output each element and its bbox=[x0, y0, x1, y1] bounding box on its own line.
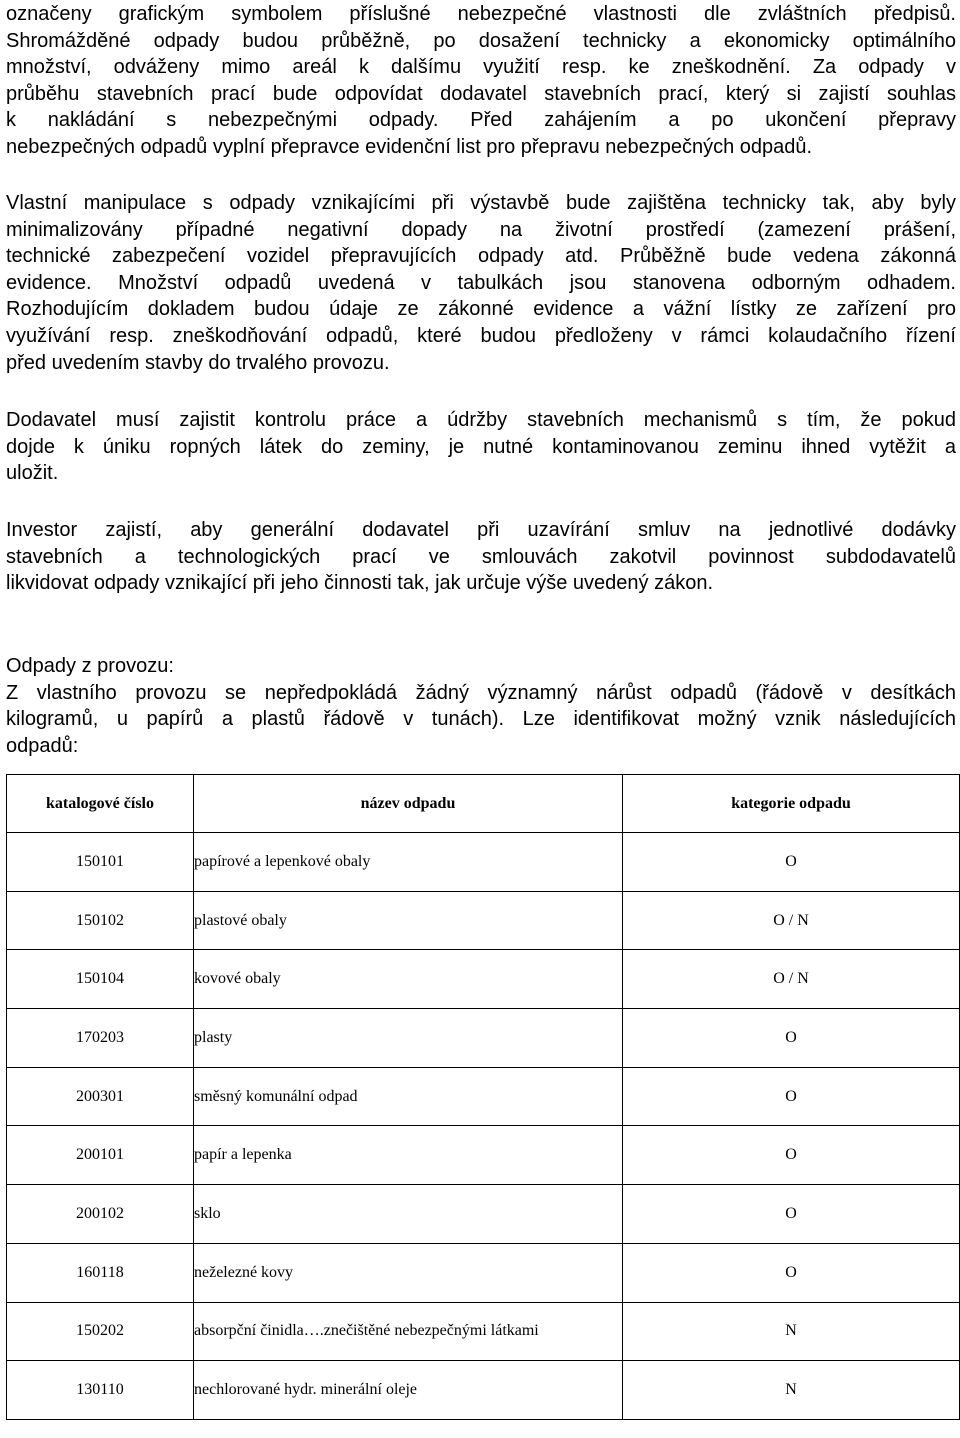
catalog-number-cell: 200101 bbox=[7, 1126, 194, 1185]
text-line: nebezpečných odpadů vyplní přepravce evidenční list pro přepravu nebezpečných odpadů. bbox=[6, 135, 813, 158]
catalog-number-cell: 170203 bbox=[7, 1009, 194, 1068]
text-line: Investor zajistí, aby generální dodavatel při uzavírání smluv na jednotlivé dodávky bbox=[6, 519, 956, 541]
text-line: k nakládání s nebezpečnými odpady. Před zahájením a po ukončení přepravy bbox=[6, 109, 956, 132]
waste-name-cell: plastové obaly bbox=[194, 891, 623, 950]
waste-name-cell: nechlorované hydr. minerální oleje bbox=[194, 1361, 623, 1420]
waste-category-cell: O / N bbox=[623, 950, 960, 1009]
text-line: před uvedením stavby do trvalého provozu. bbox=[6, 351, 390, 374]
text-line: dojde k úniku ropných látek do zeminy, je nutné kontaminovanou zeminu ihned vytěžit a bbox=[6, 435, 956, 458]
header-waste-category: kategorie odpadu bbox=[623, 775, 960, 833]
waste-name-cell: absorpční činidla….znečištěné nebezpečnými látkami bbox=[194, 1302, 623, 1361]
catalog-number-cell: 200102 bbox=[7, 1185, 194, 1244]
text-line: stavebních a technologických prací ve smlouvách zakotvil povinnost subdodavatelů bbox=[6, 545, 956, 568]
waste-category-cell: N bbox=[623, 1302, 960, 1361]
waste-name-cell: neželezné kovy bbox=[194, 1243, 623, 1302]
section-heading: Odpady z provozu: bbox=[6, 655, 174, 677]
paragraph-operation-waste bbox=[6, 653, 956, 759]
header-catalog-number: katalogové číslo bbox=[7, 775, 194, 833]
text-line: Vlastní manipulace s odpady vznikajícími při výstavbě bude zajištěna technicky tak, aby byly bbox=[6, 192, 956, 214]
paragraph-contractor-control bbox=[6, 407, 956, 487]
waste-name-cell: kovové obaly bbox=[194, 950, 623, 1009]
table-row bbox=[7, 1243, 960, 1302]
table-row bbox=[7, 891, 960, 950]
catalog-number-cell: 150104 bbox=[7, 950, 194, 1009]
text-line: minimalizovány případné negativní dopady na životní prostředí (zamezení prášení, bbox=[6, 218, 956, 241]
table-row bbox=[7, 1185, 960, 1244]
table-row bbox=[7, 1302, 960, 1361]
text-line: kilogramů, u papírů a plastů řádově v tunách). Lze identifikovat možný vznik následujících bbox=[6, 708, 956, 731]
waste-name-cell: papír a lepenka bbox=[194, 1126, 623, 1185]
catalog-number-cell: 150101 bbox=[7, 833, 194, 892]
text-line: Shromážděné odpady budou průběžně, po dosažení technicky a ekonomicky optimálního bbox=[6, 29, 956, 52]
waste-category-cell: O bbox=[623, 1067, 960, 1126]
text-line: množství, odváženy mimo areál k dalšímu využití resp. ke zneškodnění. Za odpady v bbox=[6, 56, 956, 79]
catalog-number-cell: 150202 bbox=[7, 1302, 194, 1361]
catalog-number-cell: 150102 bbox=[7, 891, 194, 950]
text-line: Dodavatel musí zajistit kontrolu práce a údržby stavebních mechanismů s tím, že pokud bbox=[6, 409, 956, 431]
text-line: využívání resp. zneškodňování odpadů, které budou předloženy v rámci kolaudačního řízení bbox=[6, 324, 956, 347]
waste-category-cell: N bbox=[623, 1361, 960, 1420]
catalog-number-cell: 130110 bbox=[7, 1361, 194, 1420]
text-line: označeny grafickým symbolem příslušné nebezpečné vlastnosti dle zvláštních předpisů. bbox=[6, 3, 956, 25]
waste-category-cell: O bbox=[623, 1243, 960, 1302]
waste-name-cell: plasty bbox=[194, 1009, 623, 1068]
text-line: evidence. Množství odpadů uvedená v tabulkách jsou stanovena odborným odhadem. bbox=[6, 271, 956, 294]
text-line: Z vlastního provozu se nepředpokládá žádný významný nárůst odpadů (řádově v desítkách bbox=[6, 681, 956, 704]
table-row bbox=[7, 833, 960, 892]
paragraph-hazardous-waste bbox=[6, 1, 956, 161]
text-line: uložit. bbox=[6, 462, 59, 485]
text-line: likvidovat odpady vznikající při jeho činnosti tak, jak určuje výše uvedený zákon. bbox=[6, 572, 714, 595]
waste-category-cell: O bbox=[623, 833, 960, 892]
paragraph-investor bbox=[6, 517, 956, 597]
waste-name-cell: směsný komunální odpad bbox=[194, 1067, 623, 1126]
table-row bbox=[7, 1067, 960, 1126]
header-waste-name: název odpadu bbox=[194, 775, 623, 833]
waste-category-cell: O bbox=[623, 1185, 960, 1244]
catalog-number-cell: 200301 bbox=[7, 1067, 194, 1126]
catalog-number-cell: 160118 bbox=[7, 1243, 194, 1302]
paragraph-waste-handling bbox=[6, 190, 956, 376]
waste-name-cell: papírové a lepenkové obaly bbox=[194, 833, 623, 892]
table-row bbox=[7, 1361, 960, 1420]
table-row bbox=[7, 1126, 960, 1185]
waste-category-cell: O bbox=[623, 1126, 960, 1185]
waste-category-cell: O / N bbox=[623, 891, 960, 950]
table-row bbox=[7, 950, 960, 1009]
waste-table bbox=[6, 774, 960, 1420]
text-line: odpadů: bbox=[6, 734, 79, 757]
waste-name-cell: sklo bbox=[194, 1185, 623, 1244]
waste-category-cell: O bbox=[623, 1009, 960, 1068]
text-line: průběhu stavebních prací bude odpovídat dodavatel stavebních prací, který si zajistí souhlas bbox=[6, 82, 956, 105]
text-line: technické zabezpečení vozidel přepravujících odpady atd. Průběžně bude vedena zákonná bbox=[6, 245, 956, 268]
table-header-row bbox=[7, 775, 960, 833]
table-row bbox=[7, 1009, 960, 1068]
text-line: Rozhodujícím dokladem budou údaje ze zákonné evidence a vážní lístky ze zařízení pro bbox=[6, 298, 956, 321]
